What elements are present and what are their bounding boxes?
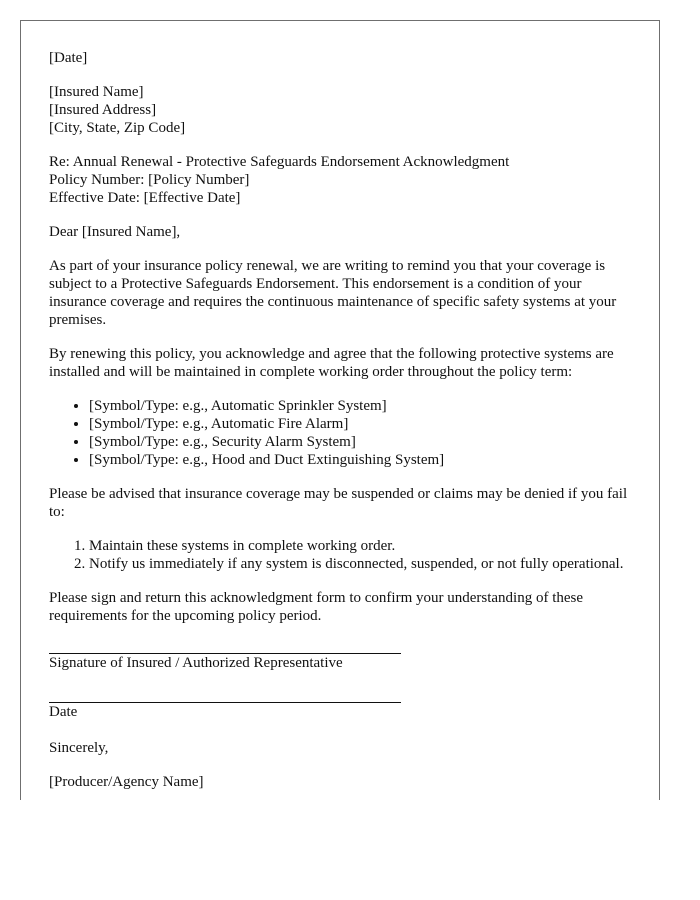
date-label: Date (49, 704, 78, 720)
recipient-name: [Insured Name] (49, 84, 144, 100)
list-item: • [Symbol/Type: e.g., Automatic Sprinkler System] (89, 397, 639, 415)
list-item: • [Symbol/Type: e.g., Hood and Duct Extinguishing System] (89, 451, 639, 469)
list-item: • [Symbol/Type: e.g., Automatic Fire Alarm] (89, 415, 639, 433)
warning-paragraph: Please be advised that insurance coverage may be suspended or claims may be denied if you fail to: (49, 486, 628, 520)
letter-content (49, 49, 639, 800)
signature-label: Signature of Insured / Authorized Representative (49, 655, 343, 671)
subject-line: Re: Annual Renewal - Protective Safeguards Endorsement Acknowledgment (49, 154, 510, 170)
reference-block (49, 153, 639, 207)
signature-line (49, 641, 401, 654)
intro-paragraph: As part of your insurance policy renewal, we are writing to remind you that your coverage is subject to a Protective Safeguards Endorsement. This endorsement is a condition of your insurance coverage and requires the continuous maintenance of specific safety systems at your premises. (49, 258, 617, 328)
closing: Sincerely, (49, 740, 109, 756)
requirements-list (49, 537, 639, 573)
recipient-block (49, 83, 639, 137)
letter-date: [Date] (49, 50, 88, 66)
policy-number-line: Policy Number: [Policy Number] (49, 172, 250, 188)
date-line (49, 690, 401, 703)
list-item: 1. Maintain these systems in complete working order. (89, 537, 639, 555)
sender-name: [Producer/Agency Name] (49, 774, 204, 790)
recipient-city-state-zip: [City, State, Zip Code] (49, 120, 186, 136)
letter-page (20, 20, 660, 800)
return-instructions-paragraph: Please sign and return this acknowledgment form to confirm your understanding of these requirements for the upcoming policy period. (49, 590, 584, 624)
effective-date-line: Effective Date: [Effective Date] (49, 190, 241, 206)
salutation: Dear [Insured Name], (49, 224, 181, 240)
list-item: 2. Notify us immediately if any system is disconnected, suspended, or not fully operational. (89, 555, 639, 573)
acknowledgment-paragraph: By renewing this policy, you acknowledge and agree that the following protective systems are installed and will be maintained in complete working order throughout the policy term: (49, 346, 614, 380)
recipient-address: [Insured Address] (49, 102, 157, 118)
protective-systems-list (49, 397, 639, 469)
list-item: • [Symbol/Type: e.g., Security Alarm System] (89, 433, 639, 451)
